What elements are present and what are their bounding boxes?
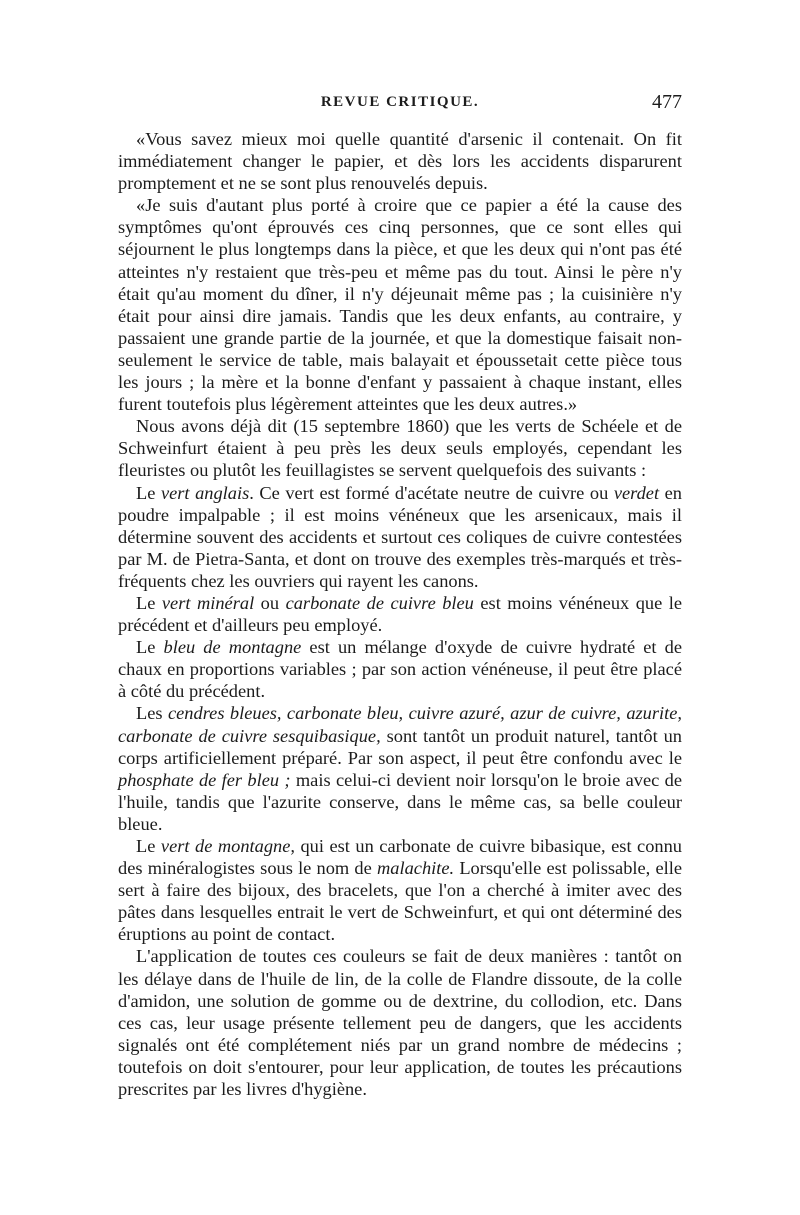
paragraph xyxy=(118,415,682,481)
italic-term: phosphate de fer bleu ; xyxy=(118,769,291,790)
italic-term: carbonate de cuivre bleu xyxy=(285,592,474,613)
text-run: . Ce vert est formé d'acétate neutre de cuivre ou xyxy=(249,482,614,503)
page-header xyxy=(118,91,682,120)
text-run: Le xyxy=(136,482,161,503)
paragraph xyxy=(118,702,682,835)
text-run: est un mélange d'oxyde de cuivre hydraté et de chaux en proportions variables ; par son action vénéneuse, il peut être placé à côté du précédent. xyxy=(118,637,683,702)
text-run: Nous avons déjà dit (15 septembre 1860) que les verts de Schéele et de Schweinfurt étaient à peu près les deux seuls employés, cependant les fleuristes ou plutôt les feuillagistes se servent quelquefois des suivants : xyxy=(118,416,682,481)
text-run: «Vous savez mieux moi quelle quantité d'arsenic il contenait. On fit immédiatement changer le papier, et dès lors les accidents disparurent promptement et ne se sont plus renouvelés depuis. xyxy=(118,129,682,194)
text-run: Le xyxy=(136,592,162,613)
running-head: REVUE CRITIQUE. xyxy=(320,94,480,110)
paragraph xyxy=(118,945,682,1100)
text-run: «Je suis d'autant plus porté à croire que ce papier a été la cause des symptômes qu'ont éprouvés ces cinq personnes, que ce sont elles qui séjournent le plus longtemps dans la pièce, et que les deux qui n'ont pas été atteintes n'y restaient que très-peu et même pas du tout. Ainsi le père n'y était qu'au moment du dîner, il n'y déjeunait même pas ; la cuisinière n'y était pour ainsi dire jamais. Tandis que les deux enfants, au contraire, y passaient une grande partie de la journée, et que la domestique faisait non-seulement le service de table, mais balayait et époussetait cette pièce tous les jours ; la mère et la bonne d'enfant y passaient à chaque instant, elles furent toutefois plus légèrement atteintes que les deux autres.» xyxy=(118,195,682,415)
paragraph xyxy=(118,835,682,945)
paragraph xyxy=(118,194,682,415)
italic-term: vert anglais xyxy=(160,482,250,503)
text-run: est moins vénéneux que le précédent et d'ailleurs peu employé. xyxy=(118,592,683,636)
italic-term: vert minéral xyxy=(161,592,255,613)
paragraph xyxy=(118,128,682,194)
italic-term: bleu de montagne xyxy=(163,637,302,658)
page-number: 477 xyxy=(652,91,682,113)
italic-term: vert de montagne, xyxy=(160,836,295,856)
text-run: Le xyxy=(136,637,164,658)
italic-term: verdet xyxy=(613,482,660,503)
paragraph xyxy=(118,592,682,636)
body-text xyxy=(118,128,682,1100)
text-run: en poudre impalpable ; il est moins vénéneux que les arsenicaux, mais il détermine souvent des accidents et surtout ces coliques de cuivre contestées par M. de Pietra-Santa, et dont on trouve des exemples très-marqués et très-fréquents chez les ouvriers qui rayent les canons. xyxy=(118,482,682,591)
paragraph xyxy=(118,482,682,592)
text-run: L'application de toutes ces couleurs se fait de deux manières : tantôt on les délaye dans de l'huile de lin, de la colle de Flandre dissoute, de la colle d'amidon, une solution de gomme ou de dextrine, du collodion, etc. Dans ces cas, leur usage présente tellement peu de dangers, que les accidents signalés ont été complétement niés par un grand nombre de médecins ; toutefois on doit s'entourer, pour leur application, de toutes les précautions prescrites par les livres d'hygiène. xyxy=(118,946,682,1100)
text-run: ou xyxy=(254,592,286,613)
italic-term: malachite. xyxy=(377,858,455,879)
text-run: sont tantôt un produit naturel, tantôt un corps artificiellement préparé. Par son aspect, il peut être confondu avec le xyxy=(118,725,682,768)
paragraph xyxy=(118,636,682,702)
text-run: Lorsqu'elle est polissable, elle sert à faire des bijoux, des bracelets, que l'on a cherché à imiter avec des pâtes dans lesquelles entrait le vert de Schweinfurt, et qui ont déterminé des éruptions au point de contact. xyxy=(118,858,682,945)
text-run: Les xyxy=(136,703,168,724)
text-run: mais celui-ci devient noir lorsqu'on le broie avec de l'huile, tandis que l'azurite conserve, dans le même cas, sa belle couleur bleue. xyxy=(118,769,682,834)
text-run: Le xyxy=(136,836,161,856)
text-run: qui est un carbonate de cuivre bibasique, est connu des minéralogistes sous le nom de xyxy=(118,836,682,879)
italic-term: cendres bleues, carbonate bleu, cuivre azuré, azur de cuivre, azurite, carbonate de cuivre sesquibasique, xyxy=(118,703,683,746)
